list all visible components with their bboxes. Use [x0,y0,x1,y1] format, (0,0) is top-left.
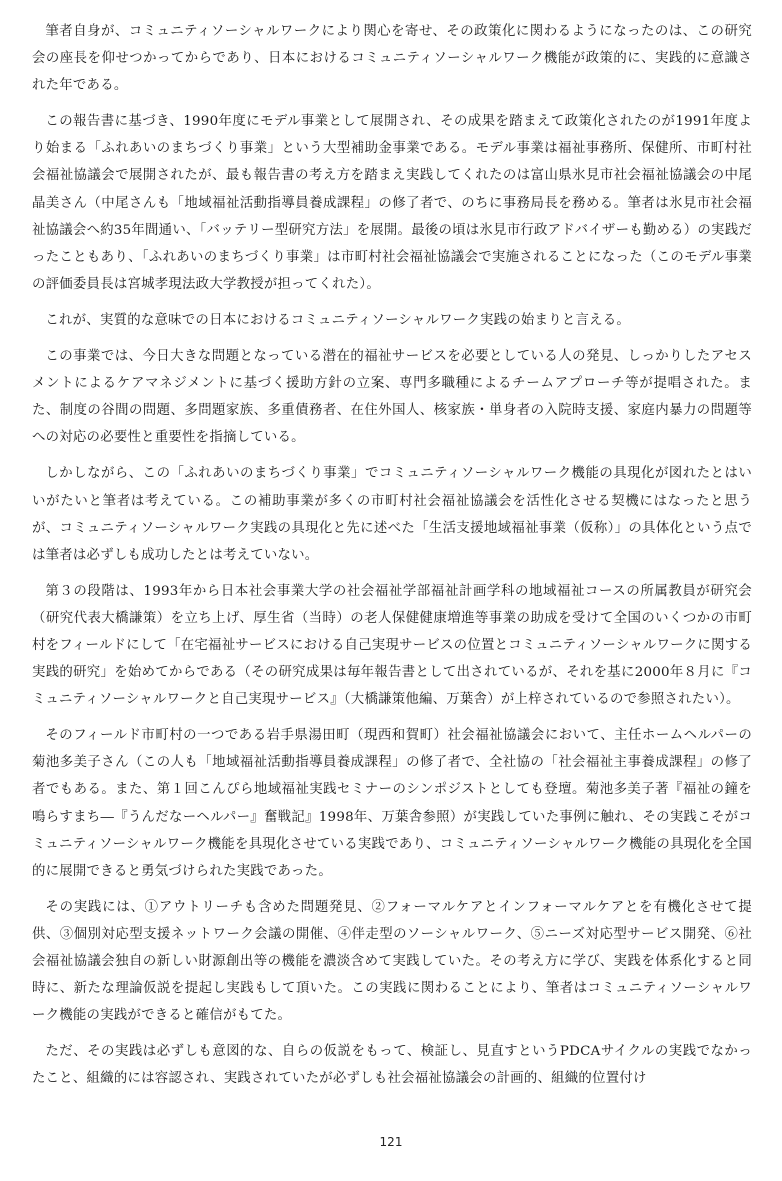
paragraph: 第３の段階は、1993年から日本社会事業大学の社会福祉学部福祉計画学科の地域福祉コースの所属教員が研究会（研究代表大橋謙策）を立ち上げ、厚生省（当時）の老人保健健康増進等事業の助成を受けて全国のいくつかの市町村をフィールドにして「在宅福祉サービスにおける自己実現サービスの位置とコミュニティソーシャルワークに関する実践的研究」を始めてからである（その研究成果は毎年報告書として出されているが、それを基に2000年８月に『コミュニティソーシャルワークと自己実現サービス』（大橋謙策他編、万葉舎）が上梓されているので参照されたい）。 [32,583,752,708]
page-number: 121 [379,1135,403,1149]
paragraph: しかしながら、この「ふれあいのまちづくり事業」でコミュニティソーシャルワーク機能の具現化が図れたとはいいがたいと筆者は考えている。この補助事業が多くの市町村社会福祉協議会を活性化させる契機にはなったと思うが、コミュニティソーシャルワーク実践の具現化と先に述べた「生活支援地域福祉事業（仮称）」の具体化という点では筆者は必ずしも成功したとは考えていない。 [32,466,752,563]
paragraph: これが、実質的な意味での日本におけるコミュニティソーシャルワーク実践の始まりと言える。 [45,312,631,328]
document-page [32,18,752,1138]
paragraph: この報告書に基づき、1990年度にモデル事業として展開され、その成果を踏まえて政策化されたのが1991年度より始まる「ふれあいのまちづくり事業」という大型補助金事業である。モデル事業は福祉事務所、保健所、市町村社会福祉協議会で展開されたが、最も報告書の考え方を踏まえ実践してくれたのは富山県氷見市社会福祉協議会の中尾晶美さん（中尾さんも「地域福祉活動指導員養成課程」の修了者で、のちに事務局長を務める。筆者は氷見市社会福祉協議会へ約35年間通い、「バッテリー型研究方法」を展開。最後の頃は氷見市行政アドバイザーも勤める）の実践だったこともあり、「ふれあいのまちづくり事業」は市町村社会福祉協議会で実施されることになった（このモデル事業の評価委員長は宮城孝現法政大学教授が担ってくれた）。 [32,114,752,292]
paragraph: その実践には、①アウトリーチも含めた問題発見、②フォーマルケアとインフォーマルケアとを有機化させて提供、③個別対応型支援ネットワーク会議の開催、④伴走型のソーシャルワーク、⑤ニーズ対応型サービス開発、⑥社会福祉協議会独自の新しい財源創出等の機能を濃淡含めて実践していた。その考え方に学び、実践を体系化すると同時に、新たな理論仮説を提起し実践もして頂いた。この実践に関わることにより、筆者はコミュニティソーシャルワーク機能の実践ができると確信がもてた。 [32,899,752,1024]
paragraph: そのフィールド市町村の一つである岩手県湯田町（現西和賀町）社会福祉協議会において、主任ホームヘルパーの菊池多美子さん（この人も「地域福祉活動指導員養成課程」の修了者で、全社協の「社会福祉主事養成課程」の修了者でもある。また、第１回こんぴら地域福祉実践セミナーのシンポジストとしても登壇。菊池多美子著『福祉の鐘を鳴らすまち―『うんだなーヘルパー』奮戦記』1998年、万葉舎参照）が実践していた事例に触れ、その実践こそがコミュニティソーシャルワーク機能を具現化させている実践であり、コミュニティソーシャルワーク機能の具現化を全国的に展開できると勇気づけられた実践であった。 [32,728,752,879]
paragraph: この事業では、今日大きな問題となっている潜在的福祉サービスを必要としている人の発見、しっかりしたアセスメントによるケアマネジメントに基づく援助方針の立案、専門多職種によるチームアプローチ等が提唱された。また、制度の谷間の問題、多問題家族、多重債務者、在住外国人、核家族・単身者の入院時支援、家庭内暴力の問題等への対応の必要性と重要性を指摘している。 [32,349,752,446]
paragraph: ただ、その実践は必ずしも意図的な、自らの仮説をもって、検証し、見直すというPDCAサイクルの実践でなかったこと、組織的には容認され、実践されていたが必ずしも社会福祉協議会の計画的、組織的位置付け [32,1044,752,1087]
paragraph: 筆者自身が、コミュニティソーシャルワークにより関心を寄せ、その政策化に関わるようになったのは、この研究会の座長を仰せつかってからであり、日本におけるコミュニティソーシャルワーク機能が政策的に、実践的に意識された年である。 [32,24,752,94]
